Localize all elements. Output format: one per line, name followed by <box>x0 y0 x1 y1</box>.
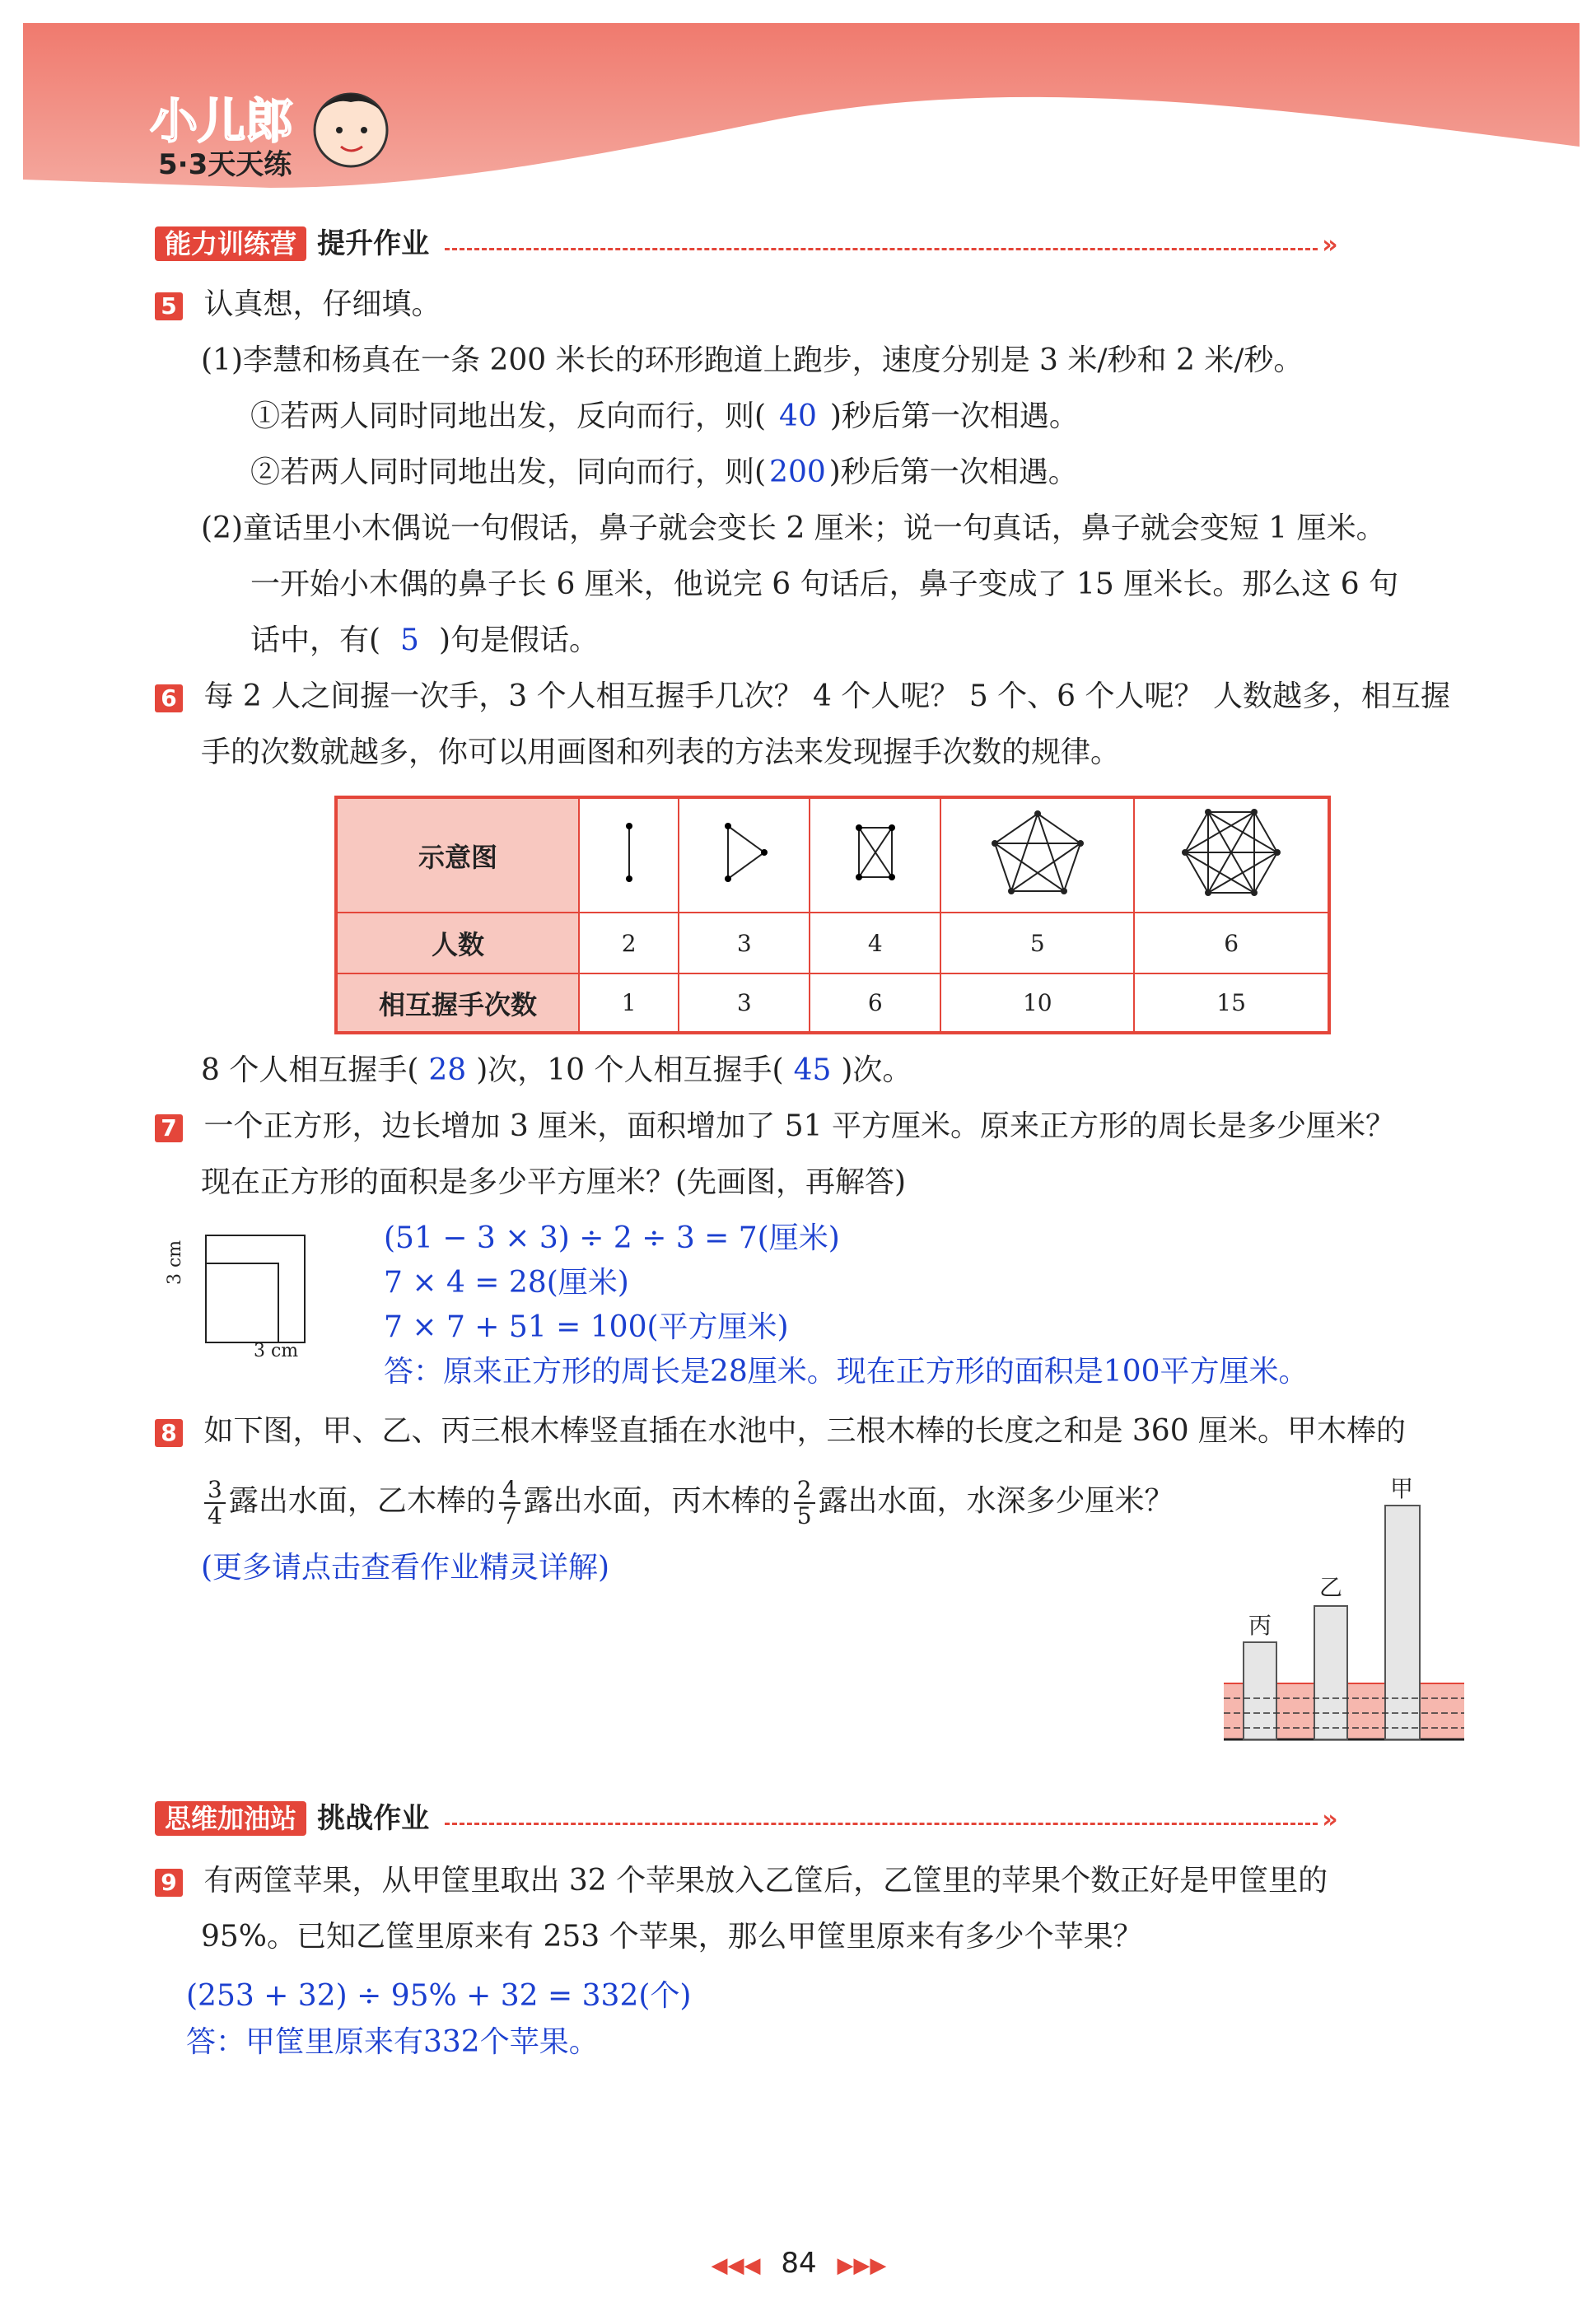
q6-line2: 手的次数就越多，你可以用画图和列表的方法来发现握手次数的规律。 <box>201 735 1121 769</box>
q5-part2-line1: (2)童话里小木偶说一句假话，鼻子就会变长 2 厘米；说一句真话，鼻子就会变短 1 厘米。 <box>201 511 1386 545</box>
question-text: 每 2 人之间握一次手，3 个人相互握手几次？ 4 个人呢？ 5 个、6 个人呢？ 人数越多，相互握 <box>203 679 1450 713</box>
brand-series: 5·3天天练 <box>158 148 292 181</box>
question-number: 8 <box>155 1419 183 1447</box>
answer: 45 <box>793 1053 832 1087</box>
answer: 5 <box>400 623 419 657</box>
q5-part2-line3: 话中，有( 5 )句是假话。 <box>250 623 599 657</box>
cell: 6 <box>1134 913 1329 973</box>
cell: 1 <box>579 973 679 1033</box>
section-banner-1 <box>155 221 1472 259</box>
row-label: 相互握手次数 <box>336 973 579 1033</box>
question-6 <box>155 677 1450 717</box>
stick-label-yi: 乙 <box>1319 1574 1343 1601</box>
question-7 <box>155 1107 1395 1146</box>
cell: 15 <box>1134 973 1329 1033</box>
cell: 3 <box>679 913 810 973</box>
question-8 <box>155 1412 1406 1451</box>
diagram-6 <box>1134 797 1329 913</box>
prev-arrows-icon: ◀◀◀ <box>711 2253 761 2278</box>
diagram-5 <box>940 797 1134 913</box>
dash-line <box>445 1823 1318 1825</box>
q7-answer-3: 7 × 7 + 51 = 100(平方厘米) <box>384 1310 789 1344</box>
question-number: 6 <box>155 684 183 712</box>
question-number: 5 <box>155 292 183 320</box>
row-label: 人数 <box>336 913 579 973</box>
question-title: 认真想，仔细填。 <box>203 287 441 321</box>
chevron-right-icon: » <box>1322 231 1338 259</box>
q9-answer-2: 答：甲筐里原来有332个苹果。 <box>186 2025 599 2059</box>
dash-line <box>445 248 1318 250</box>
answer: 200 <box>769 455 826 489</box>
q5-part1b: ②若两人同时同地出发，同向而行，则( 200 )秒后第一次相遇。 <box>250 455 1078 489</box>
section-banner-2 <box>155 1795 1472 1833</box>
cell: 5 <box>940 913 1134 973</box>
section-subtitle: 挑战作业 <box>317 1802 430 1835</box>
diagram-3 <box>679 797 810 913</box>
fraction: $\frac{3}{4}$ <box>204 1478 226 1529</box>
q7-answer-2: 7 × 4 = 28(厘米) <box>384 1266 629 1300</box>
answer: 28 <box>428 1053 467 1087</box>
figure-bottom-label: 3 cm <box>254 1341 299 1361</box>
answer: 40 <box>779 399 817 433</box>
chevron-right-icon: » <box>1322 1805 1338 1834</box>
brand-logo: 小儿郎 <box>150 93 294 149</box>
diagram-4 <box>810 797 940 913</box>
cell: 2 <box>579 913 679 973</box>
handshake-table <box>334 796 1331 1034</box>
q5-part1a: ①若两人同时同地出发，反向而行，则( 40 )秒后第一次相遇。 <box>250 399 1079 433</box>
section-title: 能力训练营 <box>155 226 306 261</box>
q7-line2: 现在正方形的面积是多少平方厘米？(先画图，再解答) <box>201 1165 907 1199</box>
question-text: 如下图，甲、乙、丙三根木棒竖直插在水池中，三根木棒的长度之和是 360 厘米。甲木棒的 <box>203 1414 1407 1448</box>
q7-answer-1: (51 − 3 × 3) ÷ 2 ÷ 3 = 7(厘米) <box>384 1221 840 1255</box>
cell: 3 <box>679 973 810 1033</box>
q9-line2: 95%。已知乙筐里原来有 253 个苹果，那么甲筐里原来有多少个苹果？ <box>201 1920 1143 1954</box>
question-9 <box>155 1861 1328 1901</box>
fraction: $\frac{4}{7}$ <box>499 1478 520 1529</box>
stick-label-bing: 丙 <box>1248 1612 1272 1639</box>
question-number: 7 <box>155 1114 183 1142</box>
next-arrows-icon: ▶▶▶ <box>837 2253 887 2278</box>
cell: 6 <box>810 973 940 1033</box>
section-subtitle: 提升作业 <box>317 227 430 260</box>
cell: 4 <box>810 913 940 973</box>
square-figure <box>173 1219 321 1375</box>
page-number: 84 <box>781 2247 817 2280</box>
cell: 10 <box>940 973 1134 1033</box>
q6-after: 8 个人相互握手( 28 )次，10 个人相互握手( 45 )次。 <box>201 1053 912 1087</box>
sticks-figure <box>1224 1466 1471 1746</box>
q8-line2: $\frac{3}{4}$ 露出水面，乙木棒的 $\frac{4}{7}$ 露出水面，丙木棒的 $\frac{2}{5}$ 露出水面，水深多少厘米？ <box>201 1473 1174 1530</box>
stick-label-jia: 甲 <box>1390 1475 1414 1502</box>
q7-answer-4: 答：原来正方形的周长是28厘米。现在正方形的面积是100平方厘米。 <box>384 1355 1309 1389</box>
question-5 <box>155 285 441 324</box>
q9-answer-1: (253 + 32) ÷ 95% + 32 = 332(个) <box>186 1979 692 2013</box>
question-text: 有两筐苹果，从甲筐里取出 32 个苹果放入乙筐后，乙筐里的苹果个数正好是甲筐里的 <box>203 1864 1328 1898</box>
diagram-2 <box>579 797 679 913</box>
question-text: 一个正方形，边长增加 3 厘米，面积增加了 51 平方厘米。原来正方形的周长是多少厘米？ <box>203 1109 1395 1143</box>
page-footer <box>675 2247 922 2280</box>
fraction: $\frac{2}{5}$ <box>794 1478 815 1529</box>
q5-part1: (1)李慧和杨真在一条 200 米长的环形跑道上跑步，速度分别是 3 米/秒和 2 米/秒。 <box>201 343 1304 377</box>
figure-side-label: 3 cm <box>165 1240 185 1285</box>
more-details-link[interactable]: (更多请点击查看作业精灵详解) <box>201 1551 610 1585</box>
question-number: 9 <box>155 1869 183 1897</box>
q5-part2-line2: 一开始小木偶的鼻子长 6 厘米，他说完 6 句话后，鼻子变成了 15 厘米长。那么这 6 句 <box>250 567 1399 601</box>
row-label: 示意图 <box>336 797 579 913</box>
section-title: 思维加油站 <box>155 1801 306 1836</box>
